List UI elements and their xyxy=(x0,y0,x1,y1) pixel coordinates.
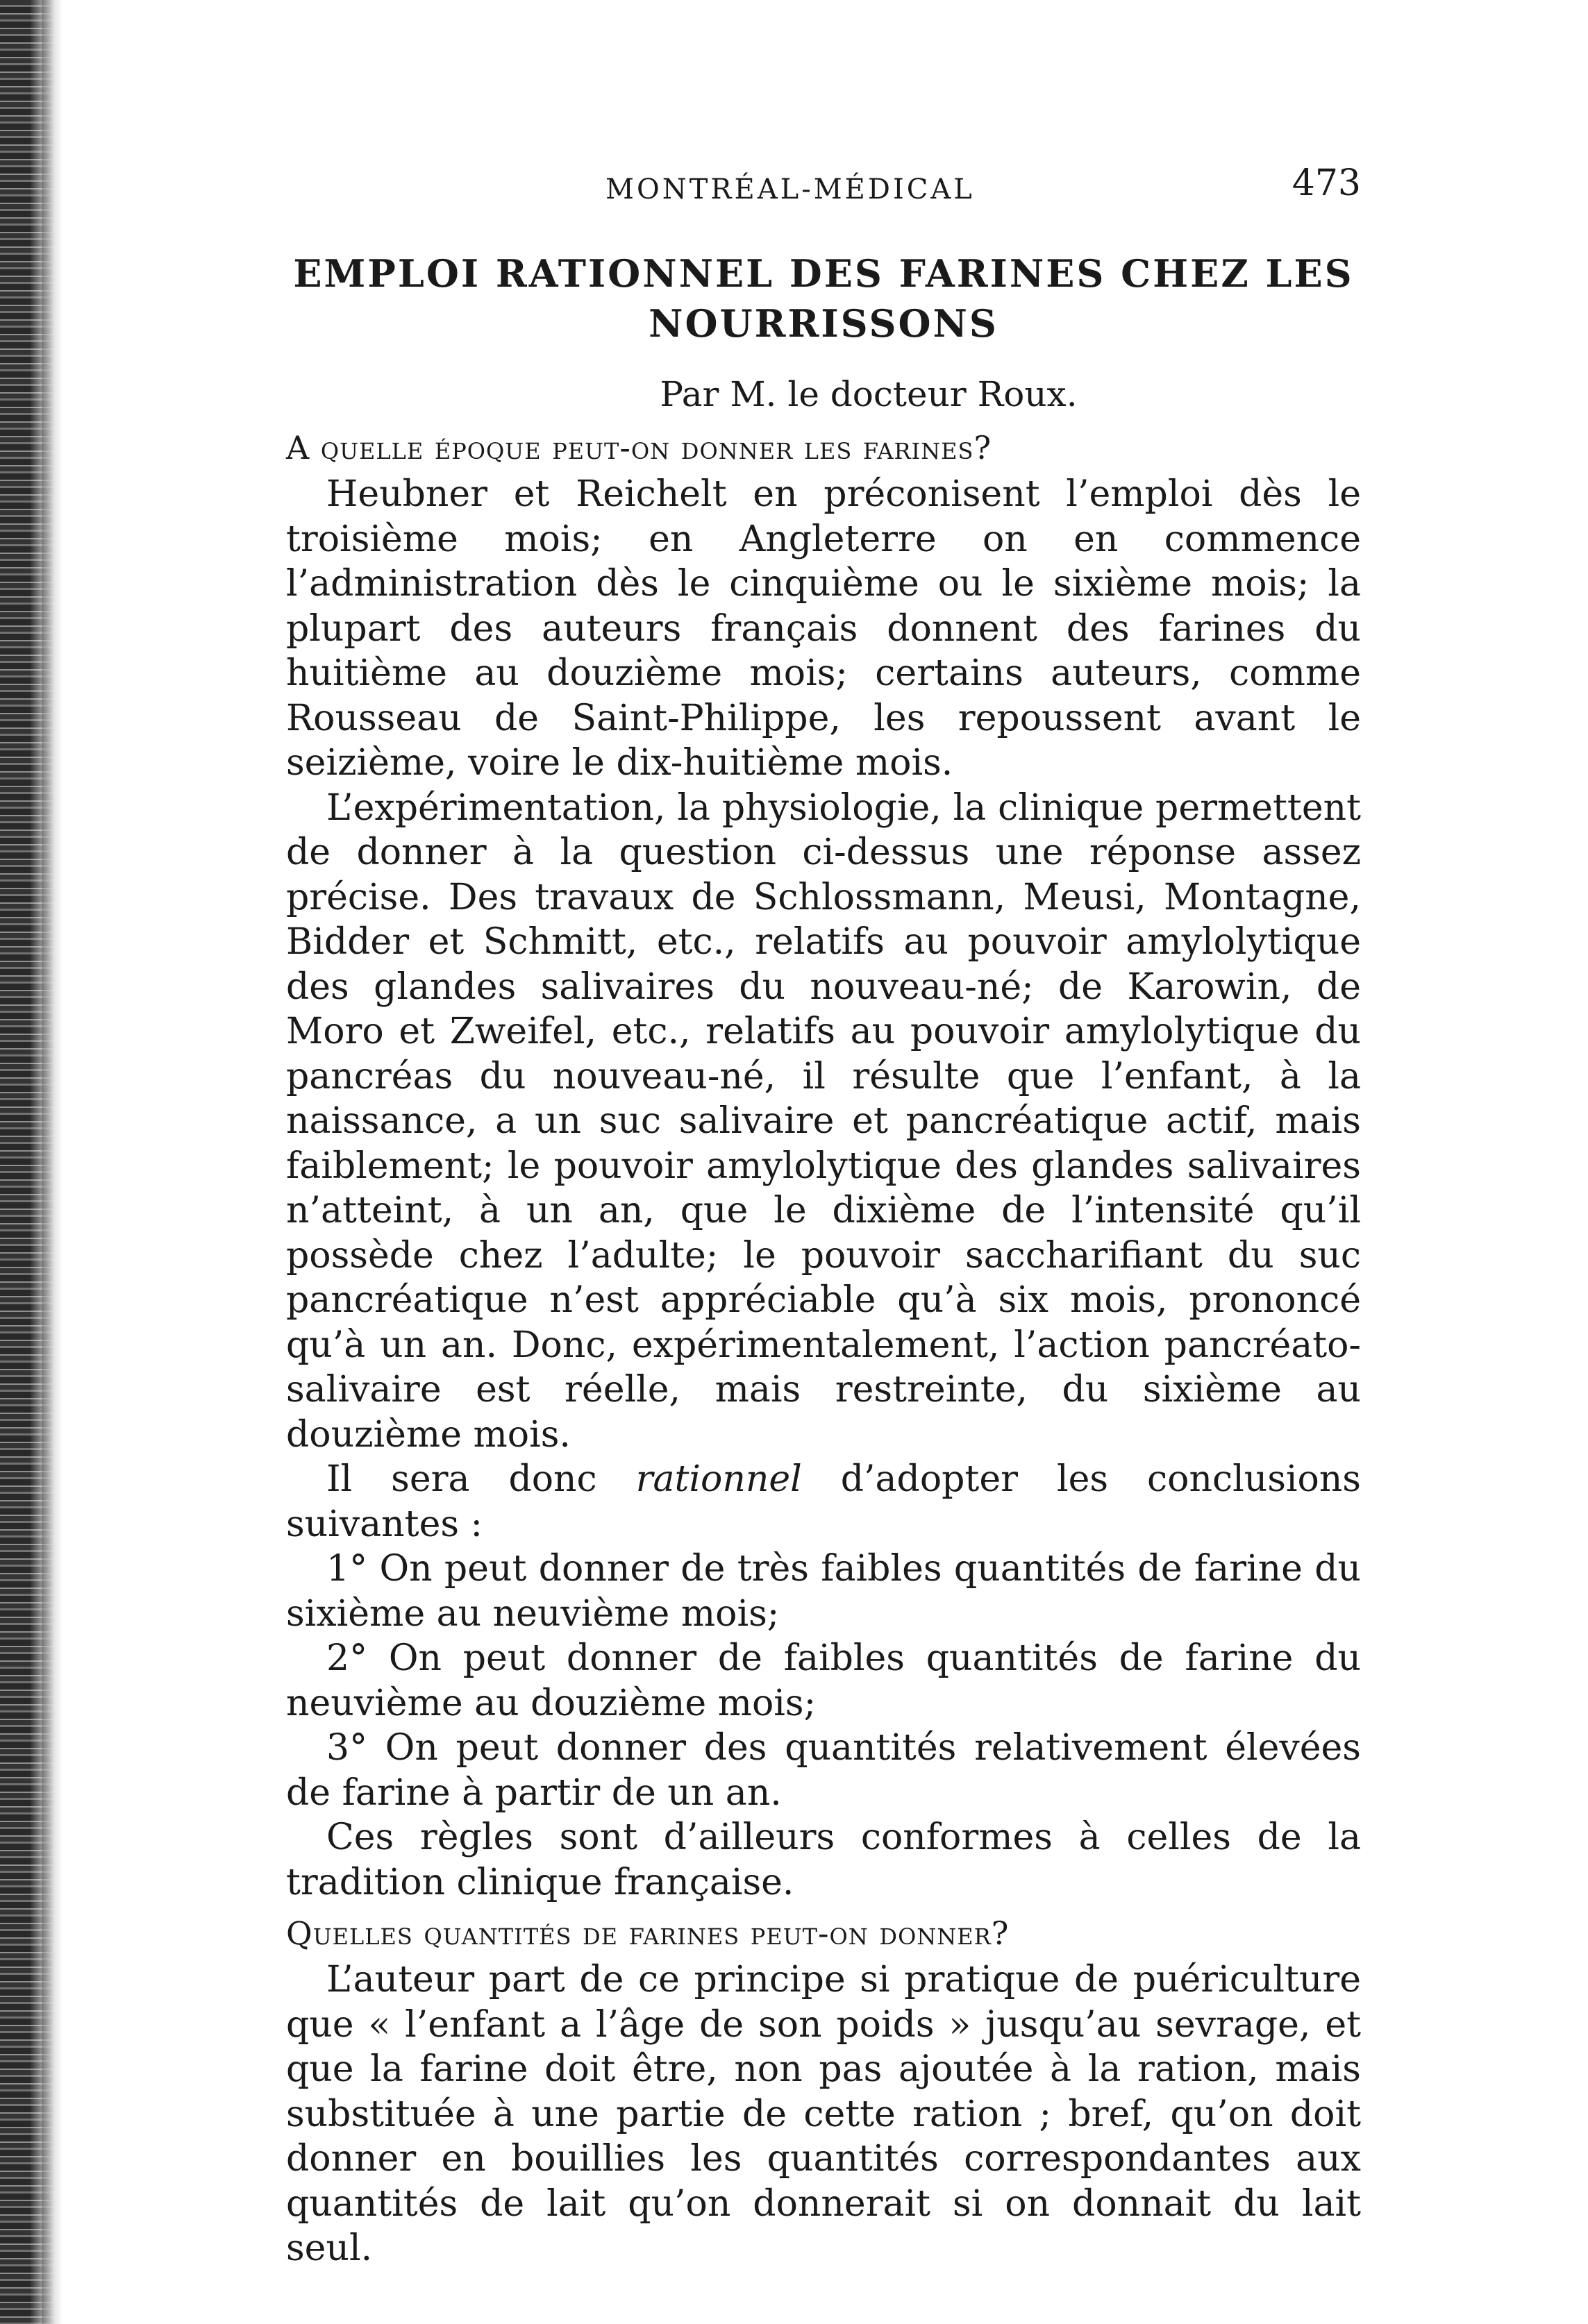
section-1-paragraph-1: Heubner et Reichelt en préconisent l’emploi dès le troisième mois; en Angleterre on en commence l’administration dès le cinquième ou le sixième mois; la plupart des auteurs français donnent des farines du huitième au douzième mois; certains auteurs, comme Rousseau de Saint-Philippe, les repoussent avant le seizième, voire le dix-huitième mois. xyxy=(286,473,1361,784)
section-2-paragraph-1: L’auteur part de ce principe si pratique de puériculture que « l’enfant a l’âge de son poids » jusqu’au sevrage, et que la farine doit être, non pas ajoutée à la ration, mais substituée à une partie de cette ration ; bref, qu’on doit donner en bouillies les quantités correspondantes aux quantités de lait qu’on donnerait si on donnait du lait seul. xyxy=(286,1959,1361,2269)
section-1-paragraph-2: L’expérimentation, la physiologie, la clinique permettent de donner à la question ci-dessus une réponse assez précise. Des travaux de Schlossmann, Meusi, Montagne, Bidder et Schmitt, etc., relatifs au pouvoir amylolytique des glandes salivaires du nouveau-né; de Karowin, de Moro et Zweifel, etc., relatifs au pouvoir amylolytique du pancréas du nouveau-né, il résulte que l’enfant, à la naissance, a un suc salivaire et pancréatique actif, mais faiblement; le pouvoir amylolytique des glandes salivaires n’atteint, à un an, que le dixième de l’intensité qu’il possède chez l’adulte; le pouvoir saccharifiant du suc pancréatique n’est appréciable qu’à six mois, prononcé qu’à un an. Donc, expérimentalement, l’action pancréato-salivaire est réelle, mais restreinte, du sixième au douzième mois. xyxy=(286,786,1361,1456)
article-title-line-1: EMPLOI RATIONNEL DES FARINES CHEZ LES xyxy=(293,251,1354,296)
article-title-line-2: NOURRISSONS xyxy=(649,301,998,346)
page-content xyxy=(286,154,1361,2271)
paragraph-3-italic-word: rationnel xyxy=(635,1458,802,1500)
section-1-heading: A quelle époque peut-on donner les farines? xyxy=(286,429,992,466)
conclusion-item-1: 1° On peut donner de très faibles quantités de farine du sixième au neuvième mois; xyxy=(286,1548,1361,1635)
running-head xyxy=(286,154,1361,221)
section-1-paragraph-3 xyxy=(286,1457,1361,1547)
journal-name: MONTRÉAL-MÉDICAL xyxy=(605,174,975,205)
page-number: 473 xyxy=(1292,162,1361,204)
paragraph-3-text-end: d’adopter les conclusions suivantes : xyxy=(286,1458,1361,1545)
section-2-heading: Quelles quantités de farines peut-on donner? xyxy=(286,1914,1010,1952)
conclusion-item-2: 2° On peut donner de faibles quantités de farine du neuvième au douzième mois; xyxy=(286,1637,1361,1724)
conclusion-item-3: 3° On peut donner des quantités relativement élevées de farine à partir de un an. xyxy=(286,1727,1361,1814)
article-title xyxy=(286,249,1361,348)
article-author: Par M. le docteur Roux. xyxy=(660,374,1078,414)
page-binding-shadow xyxy=(42,0,62,2324)
paragraph-3-text-start: Il sera donc xyxy=(326,1458,636,1500)
section-1-paragraph-4: Ces règles sont d’ailleurs conformes à celles de la tradition clinique française. xyxy=(286,1817,1361,1903)
